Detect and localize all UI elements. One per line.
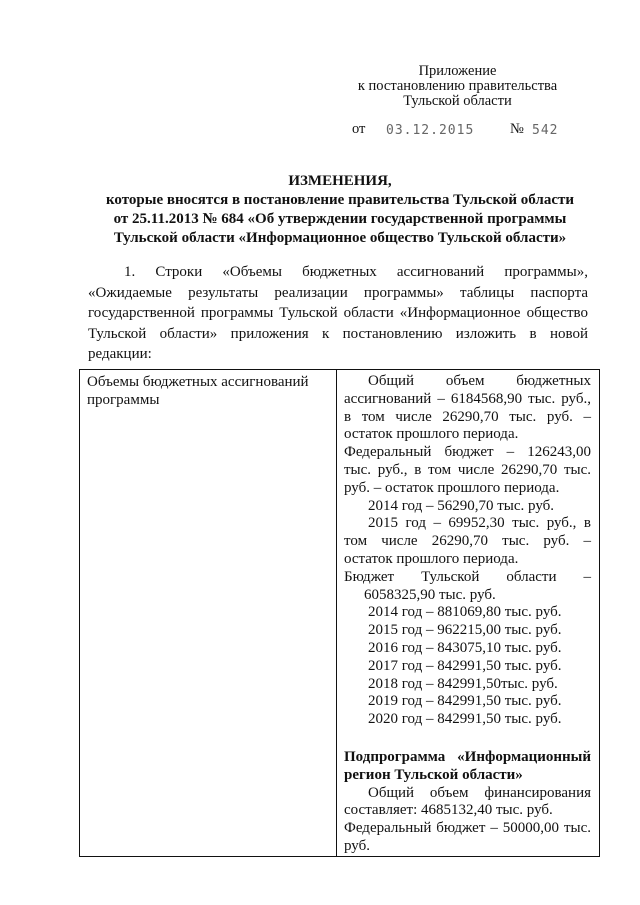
sub-federal-line: Федеральный бюджет – 50000,00 тыс.: [344, 820, 591, 837]
total-line: в том числе 26290,70 тыс. руб. –: [344, 408, 591, 425]
document-title: [80, 172, 600, 248]
appendix-line: Тульской области: [403, 93, 512, 109]
number-prefix: №: [510, 121, 524, 137]
federal-2014-line: 2014 год – 56290,70 тыс. руб.: [368, 497, 555, 514]
spacer: [344, 729, 591, 749]
number-value: 542: [532, 123, 559, 138]
row-label-line: программы: [87, 392, 160, 408]
regional-year-line: 2016 год – 843075,10 тыс. руб.: [368, 639, 562, 656]
date-prefix: от: [352, 121, 366, 137]
appendix-header: [350, 64, 565, 109]
federal-2015-line: остаток прошлого периода.: [344, 550, 519, 567]
title-line: которые вносятся в постановление правительства Тульской области: [105, 192, 575, 208]
intro-line: «Ожидаемые результаты реализации программы» таблицы паспорта: [88, 284, 588, 301]
table-row: [80, 370, 600, 857]
intro-line: Тульской области» приложения к постановлению изложить в новой: [88, 325, 588, 342]
total-line: остаток прошлого периода.: [344, 426, 519, 443]
sub-total-line: Общий объем финансирования: [368, 784, 591, 801]
regional-year-line: 2019 год – 842991,50 тыс. руб.: [368, 693, 562, 710]
title-heading: ИЗМЕНЕНИЯ,: [288, 173, 392, 189]
regional-year-line: 2015 год – 962215,00 тыс. руб.: [368, 622, 562, 639]
subprogram-line: Подпрограмма «Информационный: [344, 748, 591, 765]
federal-2015-line: том числе 26290,70 тыс. руб. –: [344, 533, 591, 550]
intro-line: редакции:: [88, 346, 152, 362]
row-value-cell: [337, 370, 600, 857]
intro-line: государственной программы Тульской области «Информационное общество: [88, 305, 588, 321]
federal-line: руб. – остаток прошлого периода.: [344, 479, 560, 496]
intro-line: 1. Строки «Объемы бюджетных ассигнований программы»,: [124, 264, 588, 280]
regional-year-line: 2017 год – 842991,50 тыс. руб.: [368, 657, 562, 674]
federal-line: тыс. руб., в том числе 26290,70 тыс.: [344, 461, 591, 478]
total-line: ассигнований – 6184568,90 тыс. руб.,: [344, 390, 591, 407]
total-line: Общий объем бюджетных: [368, 373, 591, 389]
federal-line: Федеральный бюджет – 126243,00: [344, 444, 591, 461]
federal-2015-line: 2015 год – 69952,30 тыс. руб., в: [368, 515, 591, 532]
sub-federal-line: руб.: [344, 837, 370, 854]
regional-year-line: 2014 год – 881069,80 тыс. руб.: [368, 604, 562, 621]
regional-year-line: 2018 год – 842991,50тыс. руб.: [368, 675, 558, 692]
intro-paragraph: [88, 262, 588, 365]
title-line: от 25.11.2013 № 684 «Об утверждении государственной программы: [113, 211, 567, 227]
subprogram-line: регион Тульской области»: [344, 766, 523, 783]
regional-year-line: 2020 год – 842991,50 тыс. руб.: [368, 711, 562, 728]
row-label-line: Объемы бюджетных ассигнований: [87, 374, 309, 390]
row-label-cell: [80, 370, 337, 857]
title-line: Тульской области «Информационное общество Тульской области»: [113, 230, 567, 246]
regional-line: Бюджет Тульской области –: [344, 568, 591, 585]
sub-total-line: составляет: 4685132,40 тыс. руб.: [344, 802, 553, 819]
appendix-line: Приложение: [418, 63, 497, 79]
budget-table: [79, 369, 600, 857]
date-value: 03.12.2015: [386, 123, 475, 138]
regional-line: 6058325,90 тыс. руб.: [364, 586, 496, 603]
appendix-line: к постановлению правительства: [357, 78, 558, 94]
